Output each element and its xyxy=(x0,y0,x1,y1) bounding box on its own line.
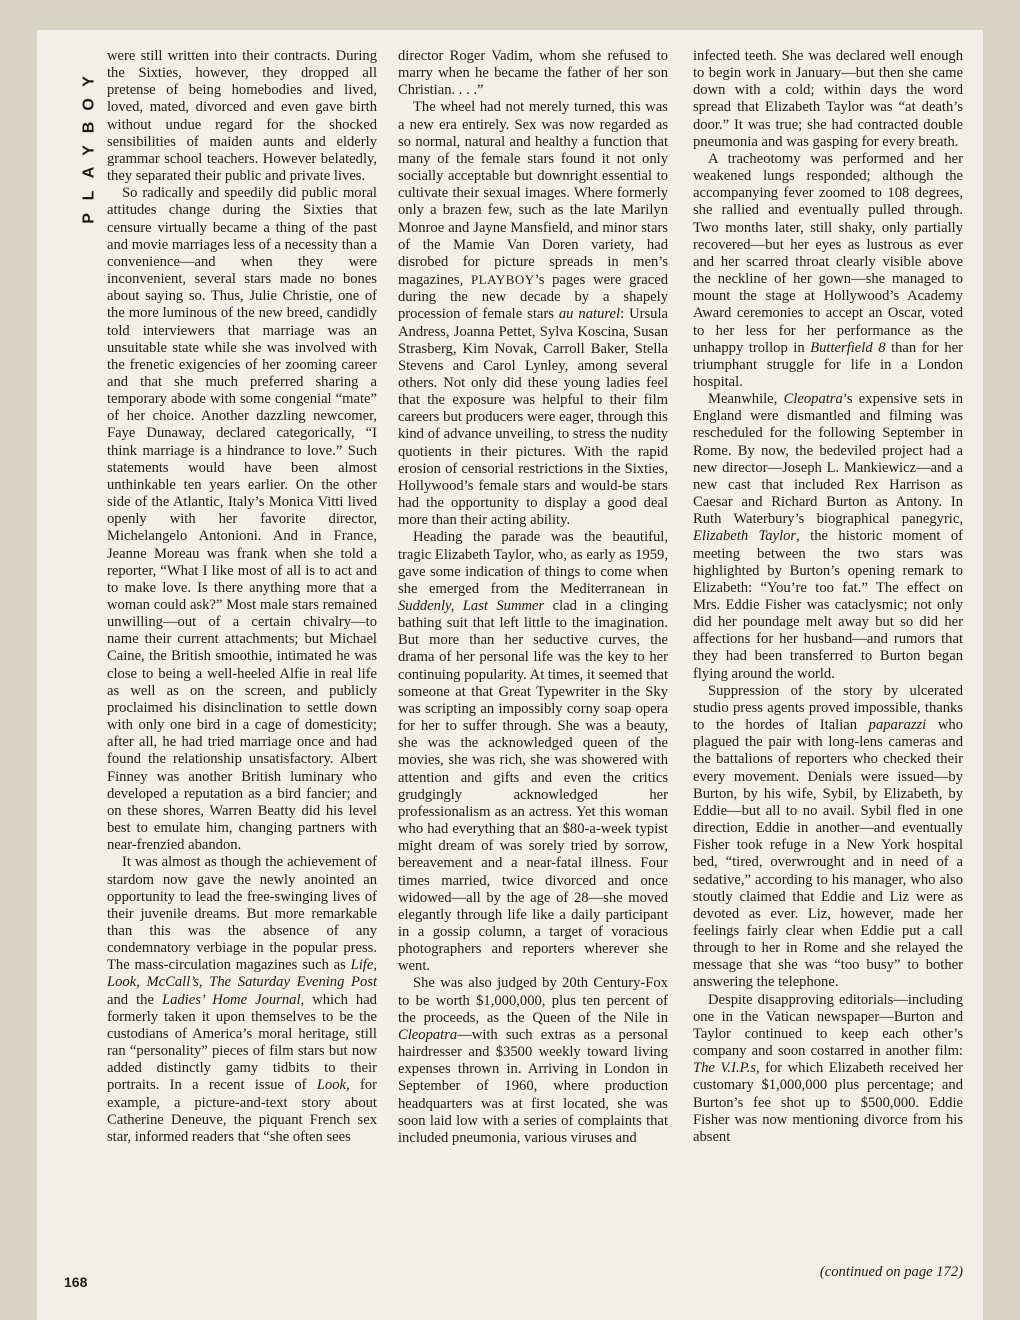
article-paragraph xyxy=(398,529,668,975)
playboy-masthead-vertical xyxy=(80,70,103,230)
body-text: ’s expensive sets in England were dismantled and filming was rescheduled for the following September in Rome. By now, the bedeviled project had a new director—Joseph L. Mankiewicz—and a new cast that included Rex Harrison as Caesar and Richard Burton as Antony. In Ruth Waterbury’s biographical panegyric, xyxy=(693,391,963,528)
italic-title-text: Look, xyxy=(316,1077,350,1094)
body-text: were still written into their contracts. During the Sixties, however, they dropped all pretense of being homebodies and lived, loved, mated, divorced and even gave birth without undue regard for the shocked sensibilities of maiden aunts and elderly grammar school teachers. However belatedly, they separated their public and private lives. xyxy=(107,48,377,185)
italic-title-text: The V.I.P.s, xyxy=(693,1060,760,1077)
body-text: It was almost as though the achievement of stardom now gave the newly anointed an opportunity to lead the free-swinging lives of their juvenile dreams. But more remarkable than this was the absence of any condemnatory verbiage in the popular press. The mass-circulation magazines such as xyxy=(107,854,377,974)
italic-title-text: Cleopatra xyxy=(783,391,843,408)
text-column-3 xyxy=(693,48,963,1146)
body-text: She was also judged by 20th Century-Fox to be worth $1,000,000, plus ten percent of the proceeds, as the Queen of the Nile in xyxy=(398,975,668,1026)
article-paragraph xyxy=(107,48,377,185)
article-paragraph xyxy=(107,185,377,854)
article-paragraph xyxy=(398,99,668,529)
body-text: , the historic moment of meeting between the two stars was highlighted by Burton’s opening remark to Elizabeth: “You’re too fat.” The effect on Mrs. Eddie Fisher was cataclysmic; not only did her poundage melt away but so did her affections for her husband—and rumors that they had been transferred to Burton began flying around the world. xyxy=(693,528,963,682)
italic-title-text: Cleopatra xyxy=(398,1026,458,1043)
masthead-letter: O xyxy=(80,98,98,111)
italic-title-text: au naturel xyxy=(558,306,621,323)
body-text: which had formerly taken it upon themselves to be the custodians of America’s moral heritage, still ran “personality” pieces of film stars but now added distinctly gamy tidbits to their portraits. In a recent issue of xyxy=(107,991,377,1094)
body-text: for example, a picture-and-text story about Catherine Deneuve, the piquant French sex star, informed readers that “she often sees xyxy=(107,1077,378,1145)
article-paragraph xyxy=(693,151,963,391)
masthead-letter: Y xyxy=(80,144,98,156)
article-paragraph xyxy=(693,391,963,683)
italic-title-text: Life, Look, McCall’s, The Saturday Evening Post xyxy=(107,957,377,991)
italic-title-text: Ladies’ Home Journal, xyxy=(162,991,305,1008)
body-text: Suppression of the story by ulcerated studio press agents proved impossible, thanks to the hordes of Italian xyxy=(693,682,963,734)
body-text: and the xyxy=(107,991,162,1008)
article-paragraph xyxy=(398,975,668,1147)
continued-on-note: (continued on page 172) xyxy=(819,1264,963,1280)
body-text: than for her triumphant struggle for life in a London hospital. xyxy=(693,339,963,390)
text-column-2 xyxy=(398,48,668,1147)
body-text: infected teeth. She was declared well enough to begin work in January—but then she came down with a cold; within days the word spread that Elizabeth Taylor was “at death’s door.” It was true; she had contracted double pneumonia and was gasping for every breath. xyxy=(693,48,963,150)
article-paragraph xyxy=(693,48,963,151)
body-text: A tracheotomy was performed and her weakened lungs responded; although the accompanying fever zoomed to 108 degrees, she rallied and eventually pulled through. Two months later, still shaky, only partially recovered—but her eyes as lustrous as ever and her scarred throat clearly visible above the neckline of her gown—she managed to mount the stage at Hollywood’s Academy Award ceremonies to accept an Oscar, voted to her less for her performance as the unhappy trollop in xyxy=(693,150,963,356)
body-text: Heading the parade was the beautiful, tragic Elizabeth Taylor, who, as early as 1959, gave some indication of things to come when she emerged from the Mediterranean in xyxy=(398,529,668,597)
page-number: 168 xyxy=(64,1274,88,1290)
body-text: Despite disapproving editorials—including one in the Vatican newspaper—Burton and Taylor continued to keep each other’s company and soon costarred in another film: xyxy=(693,991,963,1060)
article-paragraph xyxy=(693,683,963,992)
body-text: The wheel had not merely turned, this was a new era entirely. Sex was now regarded as so normal, natural and healthy a function that many of the female stars found it not only socially acceptable but downright essential to cultivate their sexual images. Where formerly only a brazen few, such as the late Marilyn Monroe and Jayne Mansfield, and minor stars of the Mamie Van Doren variety, had disrobed for picture spreads in men’s magazines, xyxy=(398,99,668,289)
body-text: Meanwhile, xyxy=(708,391,784,408)
body-text: director Roger Vadim, whom she refused to marry when he became the father of her son Christian. . . .” xyxy=(398,48,668,99)
italic-title-text: Elizabeth Taylor xyxy=(693,528,797,545)
masthead-letter: L xyxy=(80,190,98,201)
masthead-letter: Y xyxy=(80,76,98,87)
body-text: ’s pages were graced during the new decade by a shapely procession of female stars xyxy=(398,272,668,323)
body-text: PLAYBOY xyxy=(470,272,535,288)
body-text: —with such extras as a personal hairdresser and $3500 weekly toward living expenses thrown in. Arriving in London in September of 1960, where production headquarters was at first located, she was soon laid low with a series of complaints that included pneumonia, various viruses and xyxy=(398,1026,668,1146)
article-paragraph xyxy=(693,992,963,1146)
masthead-letter: B xyxy=(80,121,98,133)
body-text: for which Elizabeth received her customary $1,000,000 plus percentage; and Burton’s fee shot up to $500,000. Eddie Fisher was now mentioning divorce from his absent xyxy=(693,1060,963,1145)
body-text: : Ursula Andress, Joanna Pettet, Sylva Koscina, Susan Strasberg, Kim Novak, Carroll Baker, Stella Stevens and Carol Lynley, among several others. Not only did these young ladies feel that the exposure was helpful to their film careers but producers were eager, through this kind of advance unveiling, to stress the nudity quotients in their pictures. With the rapid erosion of censorial restrictions in the Sixties, Hollywood’s female stars and would-be stars had the opportunity to display a good deal more than their acting ability. xyxy=(398,306,668,529)
article-paragraph xyxy=(107,854,377,1146)
body-text: So radically and speedily did public moral attitudes change during the Sixties that censure virtually became a thing of the past and movie marriages less of a necessity than a convenience—and when they were inconvenient, several stars made no bones about saying so. Thus, Julie Christie, one of the more luminous of the new breed, candidly told interviewers that marriage was an unsuitable state while she was involved with the frenetic exigencies of her zooming career and that she much preferred sharing a temporary abode with some congenial “mate” of her choice. Another dazzling newcomer, Faye Dunaway, declared categorically, “I think marriage is a hindrance to love.” Such statements would have been almost unthinkable ten years earlier. On the other side of the Atlantic, Italy’s Monica Vitti lived openly with her favorite director, Michelangelo Antonioni. And in France, Jeanne Moreau was frank when she told a reporter, “What I like most of all is to act and to make love. Is there anything more that a woman could ask?” Most male stars remained unwilling—out of a certain chivalry—to name their current attachments; but Michael Caine, the British smoothie, intimated he was close to being a well-heeled Alfie in real life as well as on the screen, and publicly proclaimed his disinclination to settle down with only one bird in a cage of domesticity; after all, he had tried marriage once and had found the relationship unsatisfactory. Albert Finney was another British luminary who developed a reputation as a bird fancier; and on these shores, Warren Beatty did his level best to emulate him, changing partners with near-frenzied abandon. xyxy=(107,185,377,854)
text-column-1 xyxy=(107,48,377,1146)
body-text: clad in a clinging bathing suit that left little to the imagination. But more than her seductive curves, the drama of her personal life was the key to her continuing popularity. At times, it seemed that someone at that Great Typewriter in the Sky was scripting an impossibly corny soap opera for her to suffer through. She was a beauty, she was the acknowledged queen of the movies, she was rich, she was showered with attention and gifts and even the critics grudgingly acknowledged her professionalism as an actress. Yet this woman who had everything that an $80-a-week typist might dream of was sorely tried by sorrow, bereavement and a near-fatal illness. Four times married, twice divorced and once widowed—all by the age of 28—she moved elegantly through life like a daily participant in a gossip column, a target of voracious photographers and reporters wherever she went. xyxy=(398,598,668,975)
italic-title-text: Butterfield 8 xyxy=(810,339,886,356)
italic-title-text: paparazzi xyxy=(868,717,927,734)
article-paragraph xyxy=(398,48,668,99)
body-text: who plagued the pair with long-lens cameras and the battalions of reporters who checked their every movement. Denials were issued—by Burton, by his wife, Sybil, by Elizabeth, by Eddie—but all to no avail. Sybil fled in one direction, Eddie in another—and eventually Fisher took refuge in a New York hospital bed, “tired, overwrought and in need of a sedative,” according to his manager, who also stoutly claimed that Eddie and Liz were as devoted as ever. Liz, however, made her feelings fairly clear when Eddie put a call through to her in Rome and she relayed the message that she was “too busy” to bother answering the telephone. xyxy=(693,717,963,991)
masthead-letter: A xyxy=(80,167,98,179)
masthead-letter: P xyxy=(80,213,98,224)
italic-title-text: Suddenly, Last Summer xyxy=(398,598,545,614)
